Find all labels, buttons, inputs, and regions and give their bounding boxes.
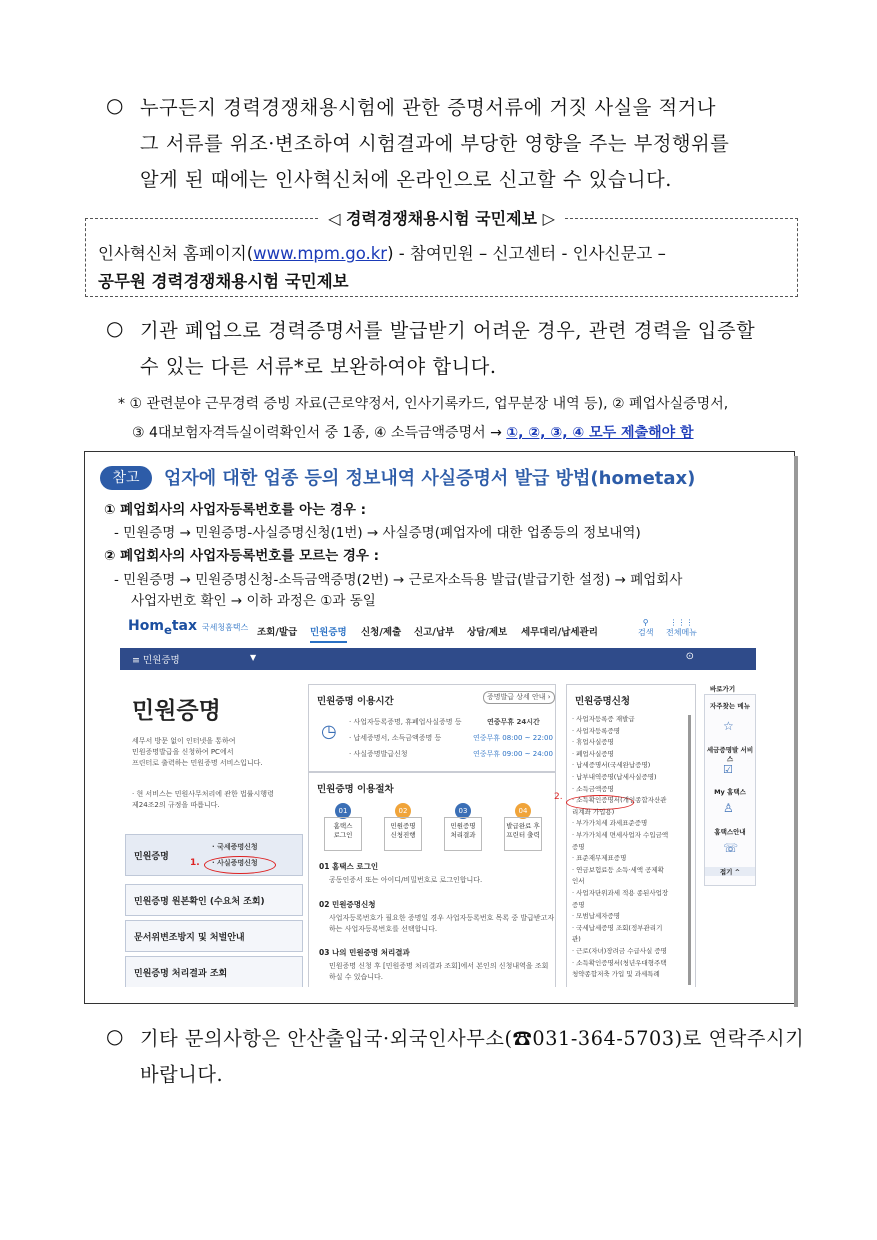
step-4-box: 발급완료 후 프린터 출력 (504, 817, 542, 851)
para1-line-3: 알게 된 때에는 인사혁신처에 온라인으로 신고할 수 있습니다. (140, 168, 672, 191)
left-btn-forgery[interactable]: 문서위변조방지 및 처벌안내 (125, 920, 303, 952)
quick-my-hometax[interactable]: My 홈택스 (714, 788, 746, 796)
hometax-logo[interactable]: Hom$_e$tax 국세청홈택스 (128, 618, 249, 637)
all-menu-icon[interactable]: ⋮⋮⋮ 전체메뉴 (666, 618, 697, 637)
bullet-2: ○ (106, 316, 124, 340)
left-btn-original[interactable]: 민원증명 원본확인 (수요처 조회) (125, 884, 303, 916)
apply-list-item[interactable]: · 표준재무제표증명 (572, 854, 627, 863)
apply-list-item[interactable]: · 근로(자녀)장려금 수급사실 증명 (572, 947, 667, 955)
case2-title: ② 폐업회사의 사업자등록번호를 모르는 경우 : (104, 548, 380, 564)
apply-list-item[interactable]: · 휴업사실증명 (572, 738, 614, 747)
apply-list-item[interactable]: 증명 (572, 900, 585, 909)
report-path: 인사혁신처 홈페이지(www.mpm.go.kr) - 참여민원 – 신고센터 - 인사신문고 – (98, 244, 666, 263)
time-card: 민원증명 이용시간 증명발급 상세 안내 › ◷ · 사업자등록증명, 휴폐업사실증명 등 연중무휴 24시간 · 납세증명서, 소득금액증명 등 연중무휴 08:00 ~ 22:00 · 사실증명발급신청 연중무휴 09:00 ~ 24:00 (308, 684, 556, 772)
report-path-end: 공무원 경력경쟁채용시험 국민제보 (98, 272, 349, 291)
menu-apply[interactable]: 신청/제출 (361, 627, 402, 638)
para3-line-2: 바랍니다. (140, 1063, 224, 1086)
para1-line-1: 누구든지 경력경쟁채용시험에 관한 증명서류에 거짓 사실을 적거나 (140, 96, 716, 119)
step-2-circle: 02 (395, 803, 411, 819)
case2-detail-2: 사업자번호 확인 → 이하 과정은 ①과 동일 (131, 593, 376, 609)
left-btn-certificate[interactable]: 민원증명 · 국세증명신청 · 사실증명신청 1. (125, 834, 303, 876)
expand-icon[interactable]: ⊙ (685, 651, 694, 662)
apply-list-item[interactable]: 관) (572, 935, 581, 944)
apply-list-item[interactable]: · 소득확인증명서(청년우대형주택 (572, 958, 667, 967)
quick-collapse[interactable]: 접기 ^ (705, 867, 755, 876)
apply-list-item[interactable]: · 폐업사실증명 (572, 749, 614, 758)
check-icon: ☑ (723, 763, 733, 776)
quick-panel (704, 694, 756, 886)
sub-fact-certificate: · 사실증명신청 (212, 859, 258, 867)
apply-list-item[interactable]: 청약종합저축 가입 및 과세특례 (572, 970, 660, 979)
apply-list-item[interactable]: · 사업자등록증 재발급 (572, 715, 635, 723)
star-icon: ☆ (723, 719, 734, 733)
report-title: ◁ 경력경쟁채용시험 국민제보 ▷ (85, 206, 798, 229)
quick-guide[interactable]: 홈택스안내 (714, 828, 746, 836)
reference-title: 업자에 대한 업종 등의 정보내역 사실증명서 발급 방법(hometax) (164, 468, 696, 489)
scrollbar[interactable] (688, 715, 691, 985)
note-line-1: * ① 관련분야 근무경력 증빙 자료(근로약정서, 인사기록카드, 업무분장 내역 등), ② 폐업사실증명서, (118, 396, 729, 412)
menu-report[interactable]: 신고/납부 (414, 627, 455, 638)
para2-line-1: 기관 폐업으로 경력증명서를 발급받기 어려운 경우, 관련 경력을 입증할 (140, 319, 756, 342)
procedure-card: 민원증명 이용절차 01 02 03 04 홈택스 로그인 민원증명 신청진행 민원증명 처리결과 발급완료 후 프린터 출력 01 홈택스 로그인 공동인증서 또는 아이디/비밀번호로 로그인합니다. 02 민원증명신청 사업자등록번호가 필요한 증명일 경우 사업자등록번호 목록 중 발급받고자 하는 사업자등록번호를 선택합니다. 03 나의 민원증명 처리결과 민원증명 신청 후 [민원증명 처리결과 조회]에서 본인의 신청내역을 조회 하실 수 있습니다. (308, 772, 556, 987)
case2-detail-1: - 민원증명 → 민원증명신청-소득금액증명(2번) → 근로자소득용 발급(발급기한 설정) → 폐업회사 (114, 572, 683, 588)
quick-tax-cert[interactable]: 세금증명발 서비스 (706, 746, 754, 763)
para1-line-2: 그 서류를 위조·변조하여 시험결과에 부당한 영향을 주는 부정행위를 (140, 132, 730, 155)
section-bar: ≡ 민원증명 ▼ ⊙ (120, 648, 756, 670)
quick-title: 바로가기 (710, 685, 736, 693)
bullet-1: ○ (106, 93, 124, 117)
menu-consult[interactable]: 상담/제보 (467, 627, 508, 638)
hometax-screenshot (120, 612, 756, 987)
sub-national-tax: · 국세증명신청 (212, 843, 258, 851)
law-line-2: 제24조2의 규정을 따릅니다. (132, 801, 220, 809)
apply-list-item[interactable]: · 사업자단위과세 적용 종된사업장 (572, 889, 669, 897)
intro-line-2: 민원증명발급을 신청하여 PC에서 (132, 748, 234, 756)
intro-line-3: 프린터로 출력하는 민원증명 서비스입니다. (132, 759, 263, 767)
note-highlight: ①, ②, ③, ④ 모두 제출해야 함 (506, 425, 694, 441)
apply-list-item[interactable]: 인서 (572, 877, 585, 886)
apply-list-item[interactable]: 리계좌 가입용) (572, 807, 615, 816)
apply-list-item[interactable]: · 사업자등록증명 (572, 726, 621, 735)
bullet-3: ○ (106, 1024, 124, 1048)
dropdown-arrow-icon[interactable]: ▼ (250, 653, 257, 662)
hometax-nav (120, 612, 756, 644)
step-3-circle: 03 (455, 803, 471, 819)
menu-certificate[interactable]: 민원증명 (310, 624, 347, 643)
apply-list-item[interactable]: · 납부내역증명(납세사실증명) (572, 773, 657, 781)
apply-list-item[interactable]: · 소득금액증명 (572, 784, 614, 793)
highlight-oval-1 (204, 856, 276, 874)
apply-list-item[interactable]: · 연금보험료등 소득·세액 공제확 (572, 865, 664, 874)
case1-title: ① 폐업회사의 사업자등록번호를 아는 경우 : (104, 502, 367, 518)
law-line-1: · 현 서비스는 민원사무처리에 관한 법률시행령 (132, 790, 274, 798)
apply-list-card: 민원증명신청 (566, 684, 696, 987)
step-3-box: 민원증명 처리결과 (444, 817, 482, 851)
apply-list-item[interactable]: · 부가가치세 과세표준증명 (572, 819, 648, 828)
clock-icon: ◷ (321, 721, 337, 742)
step-2-box: 민원증명 신청진행 (384, 817, 422, 851)
mark-1: 1. (190, 858, 200, 868)
step-1-box: 홈택스 로그인 (324, 817, 362, 851)
case1-detail: - 민원증명 → 민원증명-사실증명신청(1번) → 사실증명(폐업자에 대한 업종등의 정보내역) (114, 525, 641, 541)
person-icon: ♙ (723, 801, 734, 815)
mpm-link[interactable]: www.mpm.go.kr (253, 244, 388, 263)
quick-favorites[interactable]: 자주찾는 메뉴 (710, 702, 750, 710)
menu-lookup[interactable]: 조회/발급 (257, 627, 298, 638)
apply-list-item[interactable]: · 납세증명서(국세완납증명) (572, 761, 651, 770)
apply-list-item[interactable]: 증명 (572, 842, 585, 851)
note-line-2: ③ 4대보험자격득실이력확인서 중 1종, ④ 소득금액증명서 → ①, ②, ③, ④ 모두 제출해야 함 (132, 425, 694, 441)
intro-line-1: 세무서 방문 없이 인터넷을 통하여 (132, 737, 236, 745)
apply-list-item[interactable]: · 모범납세자증명 (572, 912, 621, 921)
reference-tag: 참고 (100, 466, 152, 490)
mark-2: 2. (554, 792, 563, 802)
apply-list-item[interactable]: · 부가가치세 면세사업자 수입금액 (572, 831, 669, 839)
guide-icon: ☏ (723, 841, 739, 855)
apply-list-item[interactable]: · 국세납세증명 조회(정부관리기 (572, 923, 663, 932)
para2-line-2: 수 있는 다른 서류*로 보완하여야 합니다. (140, 355, 497, 378)
certificate-big-title: 민원증명 (132, 698, 221, 724)
step-1-circle: 01 (335, 803, 351, 819)
left-btn-result[interactable]: 민원증명 처리결과 조회 (125, 956, 303, 987)
search-icon[interactable]: ⚲ 검색 (638, 618, 654, 637)
step-4-circle: 04 (515, 803, 531, 819)
apply-list-item[interactable]: · 소득확인증명서(개인종합자산관 (572, 796, 667, 805)
para3-line-1: 기타 문의사항은 안산출입국·외국인사무소(☎031-364-5703)로 연락주시기 (140, 1027, 805, 1050)
menu-tax-agent[interactable]: 세무대리/납세관리 (521, 627, 598, 638)
detail-guide-button[interactable]: 증명발급 상세 안내 › (483, 691, 555, 704)
